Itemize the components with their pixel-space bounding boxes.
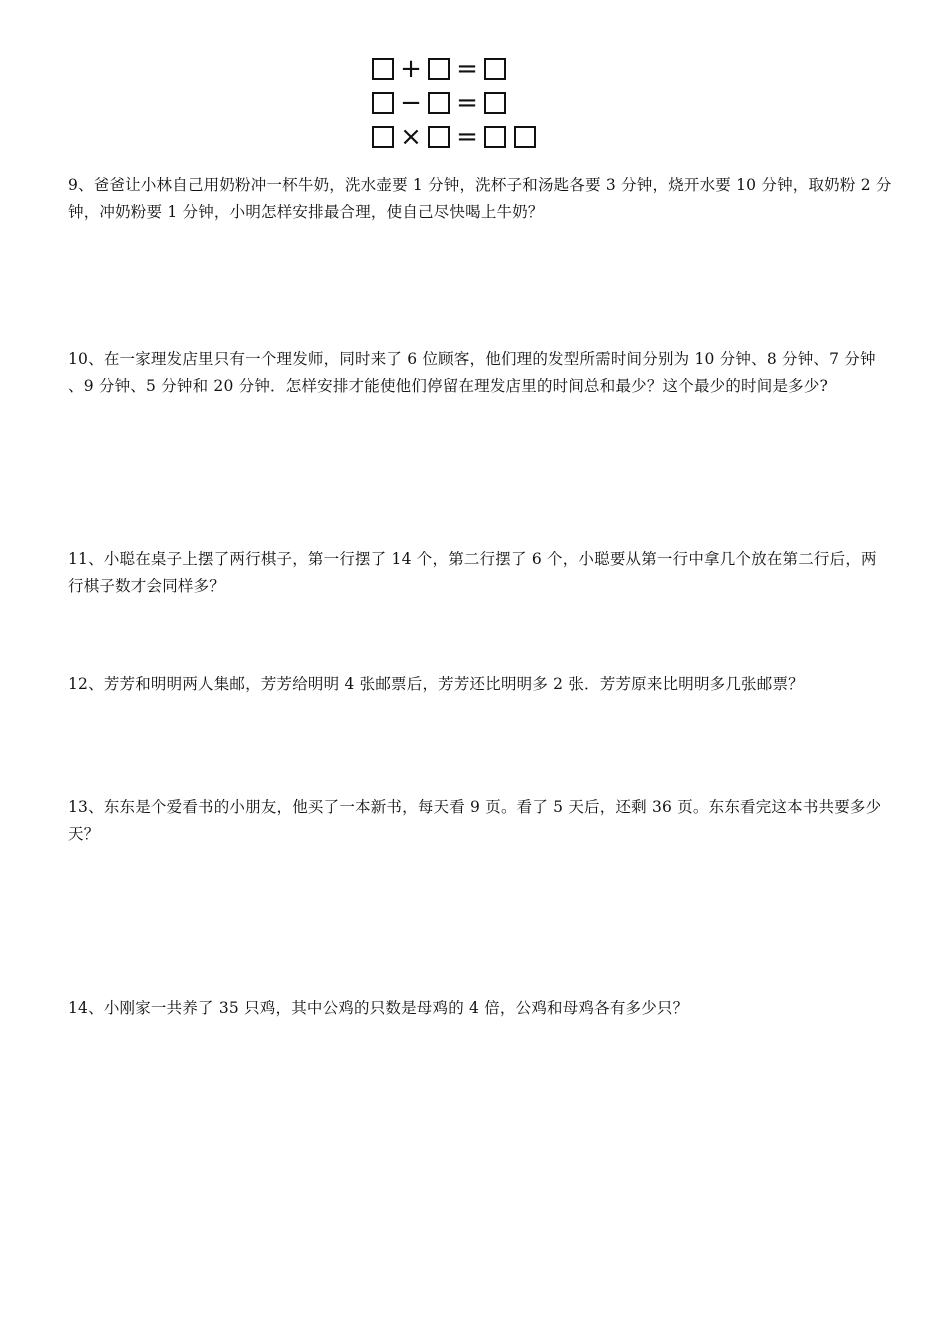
times-sign: × (400, 122, 422, 152)
minus-sign: − (400, 88, 422, 118)
answer-box-ones (514, 126, 536, 148)
equals-sign: = (456, 122, 478, 152)
equals-sign: = (456, 54, 478, 84)
answer-box (428, 58, 450, 80)
equation-row-multiply (372, 120, 582, 154)
answer-box (484, 92, 506, 114)
question-13: 13、东东是个爱看书的小朋友，他买了一本新书，每天看 9 页。看了 5 天后，还剩 36 页。东东看完这本书共要多少天？ (68, 798, 882, 843)
equals-sign: = (456, 88, 478, 118)
plus-sign: + (400, 54, 422, 84)
question-9: 9、爸爸让小林自己用奶粉冲一杯牛奶，洗水壶要 1 分钟，洗杯子和汤匙各要 3 分钟，烧开水要 10 分钟，取奶粉 2 分钟，冲奶粉要 1 分钟，小明怎样安排最合理，使自己尽快喝上牛奶？ (68, 176, 892, 221)
question-14: 14、小刚家一共养了 35 只鸡，其中公鸡的只数是母鸡的 4 倍，公鸡和母鸡各有多少只？ (68, 999, 689, 1017)
answer-box (428, 92, 450, 114)
equation-row-subtract (372, 86, 582, 120)
answer-box (372, 92, 394, 114)
question-10: 10、在一家理发店里只有一个理发师，同时来了 6 位顾客，他们理的发型所需时间分别为 10 分钟、8 分钟、7 分钟 、9 分钟、5 分钟和 20 分钟．怎样安排才能使他们停留在理发店里的时间总和最少？这个最少的时间是多少? (68, 350, 876, 395)
answer-box (428, 126, 450, 148)
equation-row-add (372, 52, 582, 86)
answer-box (372, 126, 394, 148)
answer-box (484, 58, 506, 80)
question-11: 11、小聪在桌子上摆了两行棋子，第一行摆了 14 个，第二行摆了 6 个，小聪要从第一行中拿几个放在第二行后，两行棋子数才会同样多？ (68, 550, 877, 595)
question-12: 12、芳芳和明明两人集邮，芳芳给明明 4 张邮票后，芳芳还比明明多 2 张．芳芳原来比明明多几张邮票？ (68, 675, 804, 693)
equation-puzzle (372, 52, 582, 154)
answer-box-tens (484, 126, 506, 148)
answer-box (372, 58, 394, 80)
